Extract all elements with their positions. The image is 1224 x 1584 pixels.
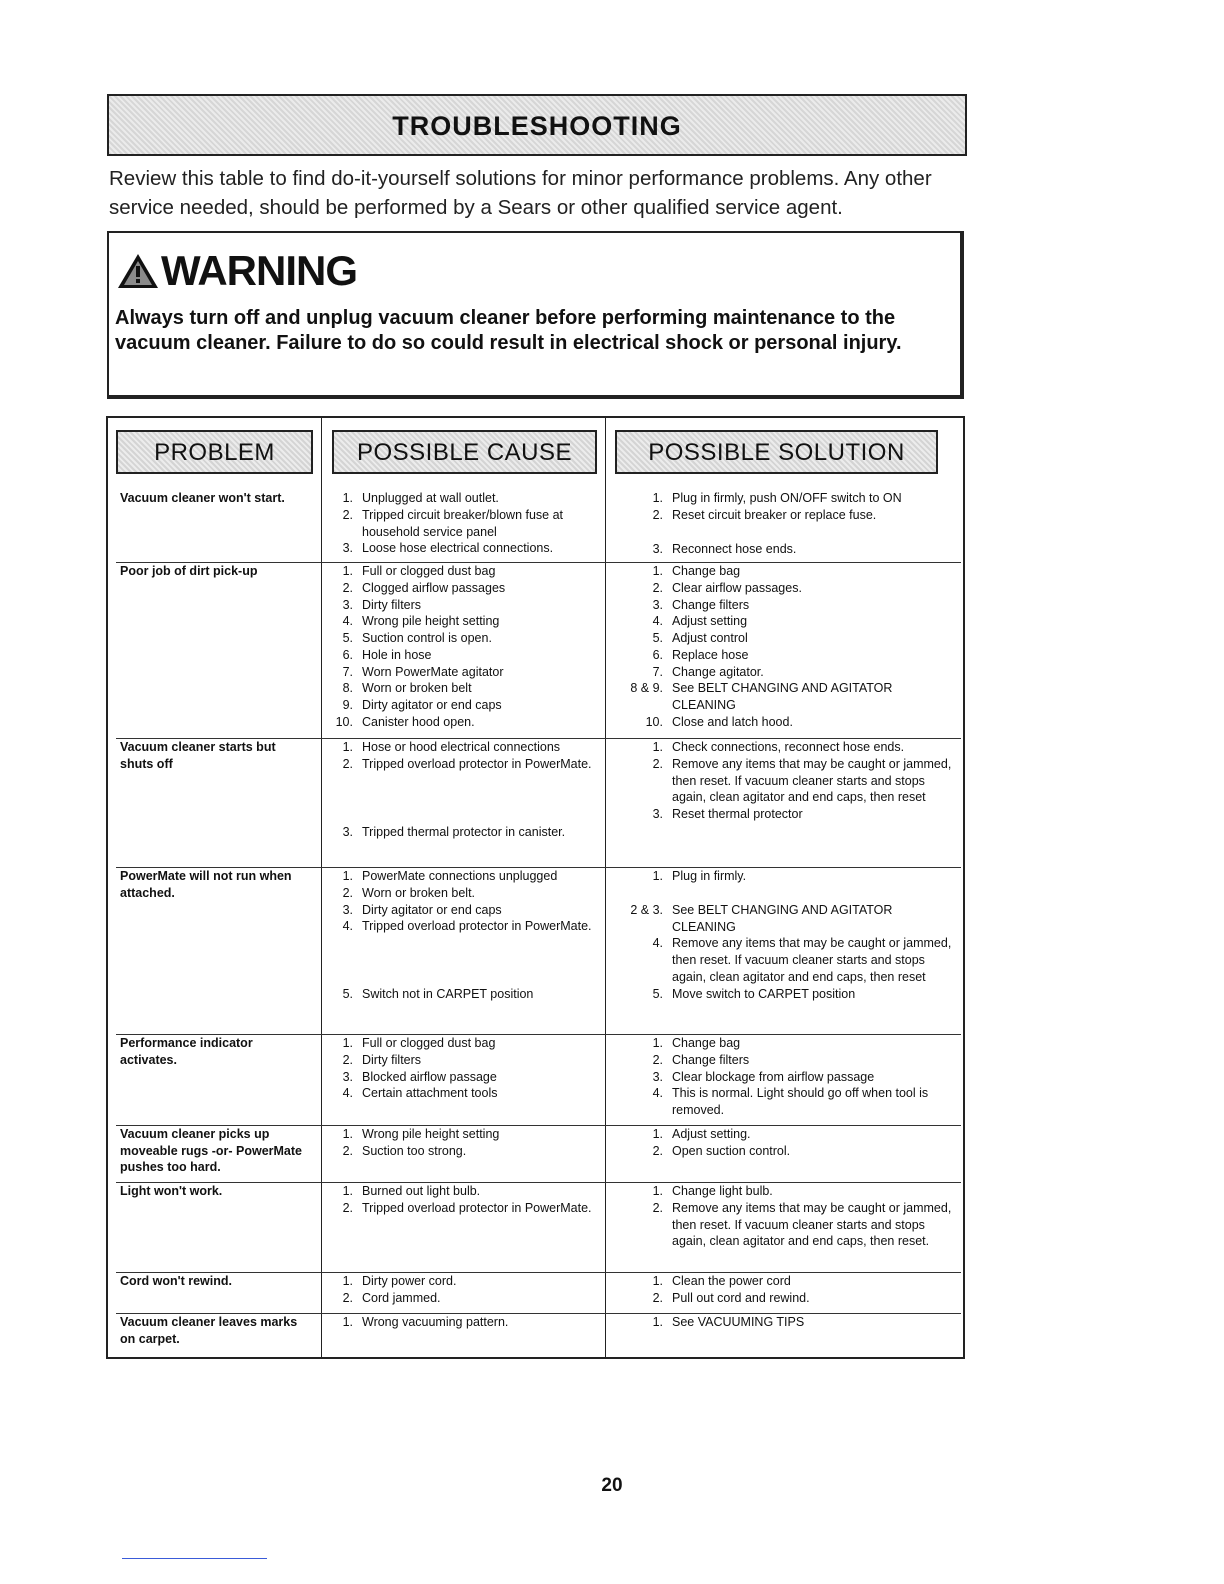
problem-cell: Poor job of dirt pick-up	[120, 564, 258, 578]
cause-item	[322, 868, 602, 885]
table-row	[116, 1126, 961, 1183]
item-text: Pull out cord and rewind.	[672, 1290, 810, 1305]
item-number: 7.	[652, 664, 663, 679]
item-text: Clear airflow passages.	[672, 580, 802, 595]
item-number: 6.	[342, 647, 353, 662]
item-number: 2.	[652, 580, 663, 595]
item-text: Tripped thermal protector in canister.	[362, 824, 566, 839]
item-text: Close and latch hood.	[672, 714, 793, 729]
warning-box	[107, 231, 964, 399]
cause-item	[322, 1183, 602, 1200]
item-text: Wrong pile height setting	[362, 614, 500, 629]
spacer	[609, 885, 959, 902]
item-number: 5.	[652, 986, 663, 1001]
item-text: Certain attachment tools	[362, 1086, 498, 1101]
warning-triangle-icon	[117, 253, 159, 289]
cause-item	[322, 507, 602, 541]
cause-item	[322, 1290, 602, 1307]
solution-item	[609, 541, 959, 558]
item-number: 4.	[652, 1086, 663, 1101]
item-number: 2.	[652, 507, 663, 522]
intro-text: Review this table to find do-it-yourself solutions for minor performance problems. Any other service needed, should be performed by a Sears or other qualified service agent.	[109, 167, 932, 219]
solution-item	[609, 986, 959, 1003]
cause-item	[322, 630, 602, 647]
cause-item	[322, 1273, 602, 1290]
item-text: Wrong vacuuming pattern.	[362, 1315, 509, 1329]
solution-item	[609, 806, 959, 823]
item-number: 3.	[342, 902, 353, 917]
item-number: 3.	[342, 541, 353, 556]
problem-cell: Performance indicator activates.	[120, 1036, 253, 1067]
solution-item	[609, 580, 959, 597]
item-text: Blocked airflow passage	[362, 1069, 497, 1084]
item-number: 2.	[342, 1052, 353, 1067]
item-number: 1.	[652, 1127, 663, 1141]
cause-cell	[322, 490, 602, 557]
cause-item	[322, 697, 602, 714]
table-row	[116, 1273, 961, 1314]
solution-item	[609, 647, 959, 664]
item-number: 1.	[652, 1274, 663, 1288]
item-number: 4.	[342, 1086, 353, 1101]
header-possible-solution: POSSIBLE SOLUTION	[615, 430, 938, 474]
solution-item	[609, 1035, 959, 1052]
item-number: 2.	[342, 1200, 353, 1215]
item-number: 4.	[652, 936, 663, 951]
item-text: Check connections, reconnect hose ends.	[672, 740, 905, 754]
cause-item	[322, 902, 602, 919]
item-text: Canister hood open.	[362, 714, 475, 729]
cause-item	[322, 680, 602, 697]
solution-cell	[609, 1183, 959, 1250]
item-text: See BELT CHANGING AND AGITATOR CLEANING	[672, 902, 893, 934]
solution-item	[609, 613, 959, 630]
item-text: Worn or broken belt	[362, 681, 472, 696]
item-number: 2.	[342, 885, 353, 900]
cause-item	[322, 1035, 602, 1052]
solution-item	[609, 664, 959, 681]
warning-title: WARNING	[161, 247, 357, 294]
item-number: 8.	[342, 681, 353, 696]
item-number: 4.	[652, 614, 663, 629]
item-number: 1.	[342, 869, 353, 883]
cause-item	[322, 597, 602, 614]
item-text: Worn or broken belt.	[362, 885, 476, 900]
item-text: Unplugged at wall outlet.	[362, 491, 499, 505]
item-number: 10.	[335, 714, 353, 729]
cause-item	[322, 918, 602, 935]
item-text: Replace hose	[672, 647, 749, 662]
item-number: 4.	[342, 614, 353, 629]
solution-cell	[609, 1273, 959, 1307]
item-number: 5.	[652, 631, 663, 645]
item-text: Dirty filters	[362, 597, 422, 612]
item-text: Move switch to CARPET position	[672, 986, 856, 1001]
cause-item	[322, 1143, 602, 1160]
cause-item	[322, 714, 602, 731]
header-possible-cause: POSSIBLE CAUSE	[332, 430, 597, 474]
header-problem: PROBLEM	[116, 430, 313, 474]
item-number: 5.	[342, 631, 353, 645]
item-text: Remove any items that may be caught or jammed, then reset. If vacuum cleaner starts and stops again, clean agitator and end caps, then reset	[672, 756, 952, 805]
item-text: Cord jammed.	[362, 1290, 441, 1305]
item-text: Change bag	[672, 1036, 741, 1050]
solution-item	[609, 739, 959, 756]
cause-item	[322, 1069, 602, 1086]
item-text: See BELT CHANGING AND AGITATOR CLEANING	[672, 681, 893, 712]
item-number: 1.	[652, 1184, 663, 1198]
cause-item	[322, 563, 602, 580]
item-text: Reset thermal protector	[672, 807, 803, 821]
item-text: Adjust setting.	[672, 1127, 751, 1141]
item-number: 1.	[652, 564, 663, 578]
problem-cell: Vacuum cleaner starts but shuts off	[120, 740, 276, 771]
item-number: 2.	[342, 756, 353, 771]
cause-cell	[322, 1183, 602, 1217]
item-number: 7.	[342, 664, 353, 679]
item-text: Hose or hood electrical connections	[362, 740, 561, 754]
item-number: 1.	[652, 491, 663, 505]
spacer	[322, 969, 602, 986]
item-text: Change light bulb.	[672, 1184, 773, 1198]
solution-item	[609, 1126, 959, 1143]
solution-item	[609, 490, 959, 507]
cause-item	[322, 1314, 602, 1331]
problem-cell: Light won't work.	[120, 1184, 223, 1198]
table-row	[116, 1314, 961, 1354]
item-number: 2.	[342, 1143, 353, 1158]
troubleshooting-table	[106, 416, 965, 1359]
solution-item	[609, 1085, 959, 1119]
item-text: Wrong pile height setting	[362, 1127, 500, 1141]
item-number: 10.	[645, 714, 663, 729]
solution-cell	[609, 1314, 959, 1331]
item-text: Remove any items that may be caught or jammed, then reset. If vacuum cleaner starts and stops again, clean agitator and end caps, then reset.	[672, 1200, 952, 1249]
solution-item	[609, 1143, 959, 1160]
footer-rule	[122, 1558, 267, 1559]
cause-cell	[322, 739, 602, 840]
solution-cell	[609, 1126, 959, 1160]
solution-cell	[609, 563, 959, 731]
spacer	[322, 807, 602, 824]
solution-item	[609, 902, 959, 936]
solution-cell	[609, 739, 959, 823]
title-bar	[107, 94, 967, 156]
item-text: Loose hose electrical connections.	[362, 541, 554, 556]
solution-item	[609, 597, 959, 614]
solution-item	[609, 1052, 959, 1069]
solution-item	[609, 680, 959, 714]
page-number: 20	[601, 1475, 623, 1496]
page-title: TROUBLESHOOTING	[392, 110, 682, 141]
spacer	[322, 952, 602, 969]
spacer	[322, 790, 602, 807]
solution-item	[609, 1183, 959, 1200]
item-number: 2.	[652, 1290, 663, 1305]
item-text: Change agitator.	[672, 664, 764, 679]
solution-item	[609, 1069, 959, 1086]
cause-cell	[322, 1314, 602, 1331]
item-number: 1.	[342, 1184, 353, 1198]
item-text: Tripped overload protector in PowerMate.	[362, 1200, 592, 1215]
solution-item	[609, 1314, 959, 1331]
item-number: 2.	[342, 507, 353, 522]
item-text: Full or clogged dust bag	[362, 564, 496, 578]
cause-item	[322, 540, 602, 557]
item-number: 1.	[342, 1036, 353, 1050]
item-number: 6.	[652, 647, 663, 662]
solution-item	[609, 507, 959, 524]
cause-cell	[322, 1035, 602, 1102]
item-text: Dirty agitator or end caps	[362, 698, 502, 712]
item-number: 2.	[652, 1200, 663, 1215]
spacer	[322, 773, 602, 790]
problem-cell: Cord won't rewind.	[120, 1274, 232, 1288]
item-number: 1.	[652, 740, 663, 754]
cause-cell	[322, 1273, 602, 1307]
cause-item	[322, 739, 602, 756]
item-text: This is normal. Light should go off when tool is removed.	[672, 1086, 929, 1117]
solution-item	[609, 1200, 959, 1250]
table-row	[116, 1183, 961, 1273]
warning-heading	[117, 247, 357, 295]
table-row	[116, 490, 961, 563]
item-number: 3.	[652, 807, 663, 821]
item-number: 1.	[342, 1274, 353, 1288]
item-text: Tripped circuit breaker/blown fuse at household service panel	[362, 507, 564, 539]
item-text: Remove any items that may be caught or jammed, then reset. If vacuum cleaner starts and stops again, clean agitator and end caps, then reset	[672, 936, 952, 984]
item-number: 1.	[652, 1036, 663, 1050]
item-number: 1.	[342, 1127, 353, 1141]
item-text: Adjust setting	[672, 614, 748, 629]
cause-item	[322, 490, 602, 507]
item-text: Clear blockage from airflow passage	[672, 1069, 875, 1084]
item-number: 4.	[342, 919, 353, 934]
spacer	[322, 935, 602, 952]
cause-item	[322, 756, 602, 773]
item-number: 1.	[652, 1315, 663, 1329]
item-number: 3.	[342, 824, 353, 839]
cause-item	[322, 664, 602, 681]
solution-item	[609, 1290, 959, 1307]
cause-cell	[322, 868, 602, 1003]
cause-item	[322, 986, 602, 1003]
cause-item	[322, 1052, 602, 1069]
solution-item	[609, 714, 959, 731]
item-text: Full or clogged dust bag	[362, 1036, 496, 1050]
item-text: Change filters	[672, 597, 750, 612]
item-number: 3.	[652, 1069, 663, 1084]
item-number: 1.	[342, 564, 353, 578]
item-number: 3.	[652, 541, 663, 556]
item-text: Plug in firmly.	[672, 869, 747, 883]
cause-item	[322, 1085, 602, 1102]
item-number: 3.	[652, 597, 663, 612]
item-number: 2.	[342, 580, 353, 595]
item-text: Dirty power cord.	[362, 1274, 457, 1288]
cause-cell	[322, 563, 602, 731]
item-text: Clogged airflow passages	[362, 580, 506, 595]
item-text: Burned out light bulb.	[362, 1184, 481, 1198]
cause-item	[322, 647, 602, 664]
item-text: Dirty agitator or end caps	[362, 902, 502, 917]
item-number: 2.	[652, 1143, 663, 1158]
item-number: 2 & 3.	[630, 902, 663, 917]
warning-text: Always turn off and unplug vacuum cleaner before performing maintenance to the vacuum cleaner. Failure to do so could result in electrical shock or personal injury.	[115, 307, 902, 354]
solution-item	[609, 756, 959, 806]
solution-item	[609, 1273, 959, 1290]
solution-item	[609, 630, 959, 647]
problem-cell: Vacuum cleaner leaves marks on carpet.	[120, 1315, 298, 1346]
item-text: Reconnect hose ends.	[672, 541, 797, 556]
spacer	[609, 524, 959, 541]
table-row	[116, 563, 961, 739]
table-row	[116, 868, 961, 1035]
solution-cell	[609, 1035, 959, 1119]
problem-cell: Vacuum cleaner picks up moveable rugs -or- PowerMate pushes too hard.	[120, 1127, 302, 1174]
item-text: Tripped overload protector in PowerMate.	[362, 919, 592, 934]
item-text: Change bag	[672, 564, 741, 578]
item-text: PowerMate connections unplugged	[362, 869, 558, 883]
item-number: 5.	[342, 987, 353, 1001]
item-text: Clean the power cord	[672, 1274, 791, 1288]
item-number: 1.	[652, 869, 663, 883]
item-number: 1.	[342, 1315, 353, 1329]
item-number: 9.	[342, 698, 353, 712]
cause-item	[322, 824, 602, 841]
item-number: 2.	[652, 756, 663, 771]
solution-cell	[609, 490, 959, 557]
item-text: Suction control is open.	[362, 631, 492, 645]
item-text: Open suction control.	[672, 1143, 791, 1158]
item-text: Plug in firmly, push ON/OFF switch to ON	[672, 491, 902, 505]
cause-item	[322, 885, 602, 902]
problem-cell: PowerMate will not run when attached.	[120, 869, 292, 900]
cause-item	[322, 613, 602, 630]
solution-item	[609, 935, 959, 985]
item-text: Switch not in CARPET position	[362, 987, 534, 1001]
item-number: 1.	[342, 491, 353, 505]
table-row	[116, 739, 961, 868]
item-text: Tripped overload protector in PowerMate.	[362, 756, 592, 771]
item-text: Worn PowerMate agitator	[362, 664, 504, 679]
item-text: Adjust control	[672, 631, 748, 645]
item-number: 3.	[342, 597, 353, 612]
solution-cell	[609, 868, 959, 1002]
item-text: Change filters	[672, 1052, 750, 1067]
item-text: Reset circuit breaker or replace fuse.	[672, 507, 877, 522]
item-number: 3.	[342, 1069, 353, 1084]
cause-item	[322, 1126, 602, 1143]
cause-item	[322, 580, 602, 597]
problem-cell: Vacuum cleaner won't start.	[120, 491, 285, 505]
solution-item	[609, 563, 959, 580]
solution-item	[609, 868, 959, 885]
item-number: 2.	[652, 1052, 663, 1067]
item-text: Dirty filters	[362, 1052, 422, 1067]
item-text: See VACUUMING TIPS	[672, 1315, 805, 1329]
item-number: 8 & 9.	[630, 681, 663, 696]
table-row	[116, 1035, 961, 1126]
cause-cell	[322, 1126, 602, 1160]
cause-item	[322, 1200, 602, 1217]
item-text: Hole in hose	[362, 647, 432, 662]
item-number: 2.	[342, 1290, 353, 1305]
item-text: Suction too strong.	[362, 1143, 467, 1158]
item-number: 1.	[342, 740, 353, 754]
